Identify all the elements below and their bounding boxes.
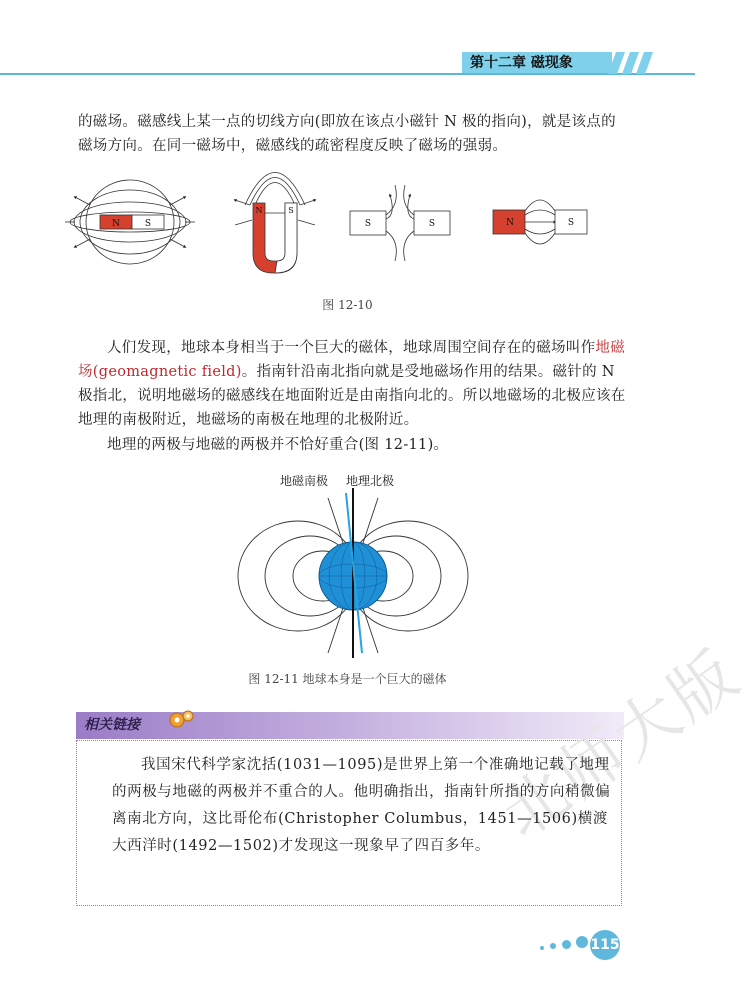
keyword-geomagnetic-field: 地磁场(geomagnetic field) [78, 340, 626, 380]
like-right-label: S [428, 219, 436, 229]
figure-12-11-earth-field [228, 488, 478, 658]
related-link-title: 相关链接 [84, 717, 140, 733]
page-number: 115 [590, 930, 620, 960]
unlike-poles-diagram [525, 200, 555, 244]
related-link-header-bar [76, 712, 624, 739]
gear-icon [168, 708, 196, 732]
related-link-text: 我国宋代科学家沈括(1031—1095)是世界上第一个准确地记载了地理的两极与地磁的两极并不重合的人。他明确指出，指南针所指的方向稍微偏离南北方向，这比哥伦布(Christopher Columbus，1451—1506)横渡大西洋时(1492—1502)才发现这一现象早了四百多年。 [112, 757, 611, 854]
unlike-n-label: N [506, 218, 514, 228]
unlike-s-label: S [567, 218, 575, 228]
paragraph-3: 地理的两极与地磁的两极并不恰好重合(图 12-11)。 [107, 437, 449, 453]
label-magnetic-south: 地磁南极 [280, 474, 329, 488]
decor-dot [562, 940, 571, 949]
decor-dot [540, 946, 544, 950]
figure-12-10-caption: 图 12-10 [322, 298, 373, 312]
paragraph-1: 的磁场。磁感线上某一点的切线方向(即放在该点小磁针 N 极的指向)，就是该点的磁场方向。在同一磁场中，磁感线的疏密程度反映了磁场的强弱。 [78, 114, 616, 154]
label-geographic-north: 地理北极 [346, 474, 395, 488]
chapter-title: 第十二章 磁现象 [470, 55, 573, 71]
bar-n-label: N [112, 219, 120, 229]
figure-12-10 [70, 175, 630, 285]
paragraph-2: 人们发现，地球本身相当于一个巨大的磁体，地球周围空间存在的磁场叫作地磁场(geomagnetic field)。指南针沿南北指向就是受地磁场作用的结果。磁针的 N 极指北，说明地磁场的磁感线在地面附近是由南指向北的。所以地磁场的北极应该在地理的南极附近，地磁场的南极在地理的北极附近。 [78, 340, 626, 428]
u-n-label: N [255, 206, 263, 215]
u-magnet-diagram [235, 173, 315, 226]
like-left-label: S [364, 219, 372, 229]
header-stripes [600, 52, 660, 74]
u-s-label: S [288, 206, 294, 215]
header-rule [0, 73, 695, 75]
decor-dot [550, 943, 556, 949]
figure-12-11-caption: 图 12-11 地球本身是一个巨大的磁体 [248, 672, 447, 686]
bar-s-label: S [144, 219, 152, 229]
watermark: 北师大版 [488, 636, 754, 853]
decor-dot [576, 936, 588, 948]
